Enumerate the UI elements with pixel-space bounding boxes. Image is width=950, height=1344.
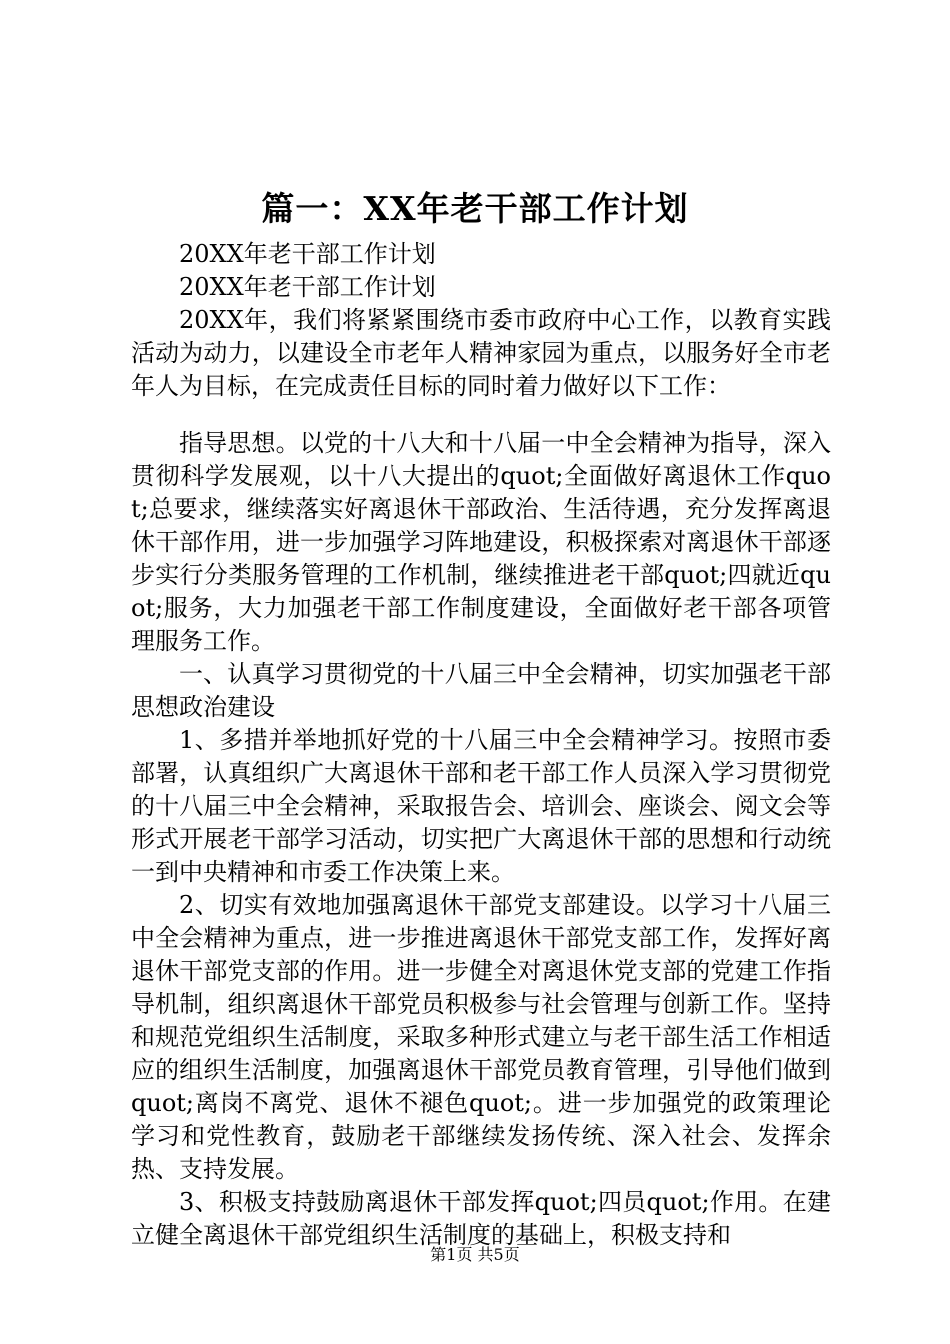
document-title: 篇一：XX年老干部工作计划 [261,189,689,228]
paragraph-subtitle-1: 20XX年老干部工作计划 [179,240,436,268]
document-body [131,238,831,1252]
page-footer: 第1页 共5页 [430,1245,520,1264]
paragraph-guiding-thought: 指导思想。以党的十八大和十八届一中全会精神为指导，深入贯彻科学发展观，以十八大提出的quot;全面做好离退休工作quot;总要求，继续落实好离退休干部政治、生活待遇，充分发挥离退休干部作用，进一步加强学习阵地建设，积极探索对离退休干部逐步实行分类服务管理的工作机制，继续推进老干部quot;四就近quot;服务，大力加强老干部工作制度建设，全面做好老干部各项管理服务工作。 [131,429,831,655]
paragraph-item-3: 3、积极支持鼓励离退休干部发挥quot;四员quot;作用。在建立健全离退休干部党组织生活制度的基础上，积极支持和 [131,1188,831,1249]
paragraph-section-1-heading: 一、认真学习贯彻党的十八届三中全会精神，切实加强老干部思想政治建设 [131,660,831,721]
paragraph-intro: 20XX年，我们将紧紧围绕市委市政府中心工作，以教育实践活动为动力，以建设全市老年人精神家园为重点，以服务好全市老年人为目标，在完成责任目标的同时着力做好以下工作： [131,306,831,400]
paragraph-item-2: 2、切实有效地加强离退休干部党支部建设。以学习十八届三中全会精神为重点，进一步推进离退休干部党支部工作，发挥好离退休干部党支部的作用。进一步健全对离退休党支部的党建工作指导机制，组织离退休干部党员积极参与社会管理与创新工作。坚持和规范党组织生活制度，采取多种形式建立与老干部生活工作相适应的组织生活制度，加强离退休干部党员教育管理，引导他们做到quot;离岗不离党、退休不褪色quot;。进一步加强党的政策理论学习和党性教育，鼓励老干部继续发扬传统、深入社会、发挥余热、支持发展。 [131,891,831,1183]
paragraph-subtitle-2: 20XX年老干部工作计划 [179,273,436,301]
paragraph-item-1: 1、多措并举地抓好党的十八届三中全会精神学习。按照市委部署，认真组织广大离退休干部和老干部工作人员深入学习贯彻党的十八届三中全会精神，采取报告会、培训会、座谈会、阅文会等形式开展老干部学习活动，切实把广大离退休干部的思想和行动统一到中央精神和市委工作决策上来。 [131,726,831,886]
